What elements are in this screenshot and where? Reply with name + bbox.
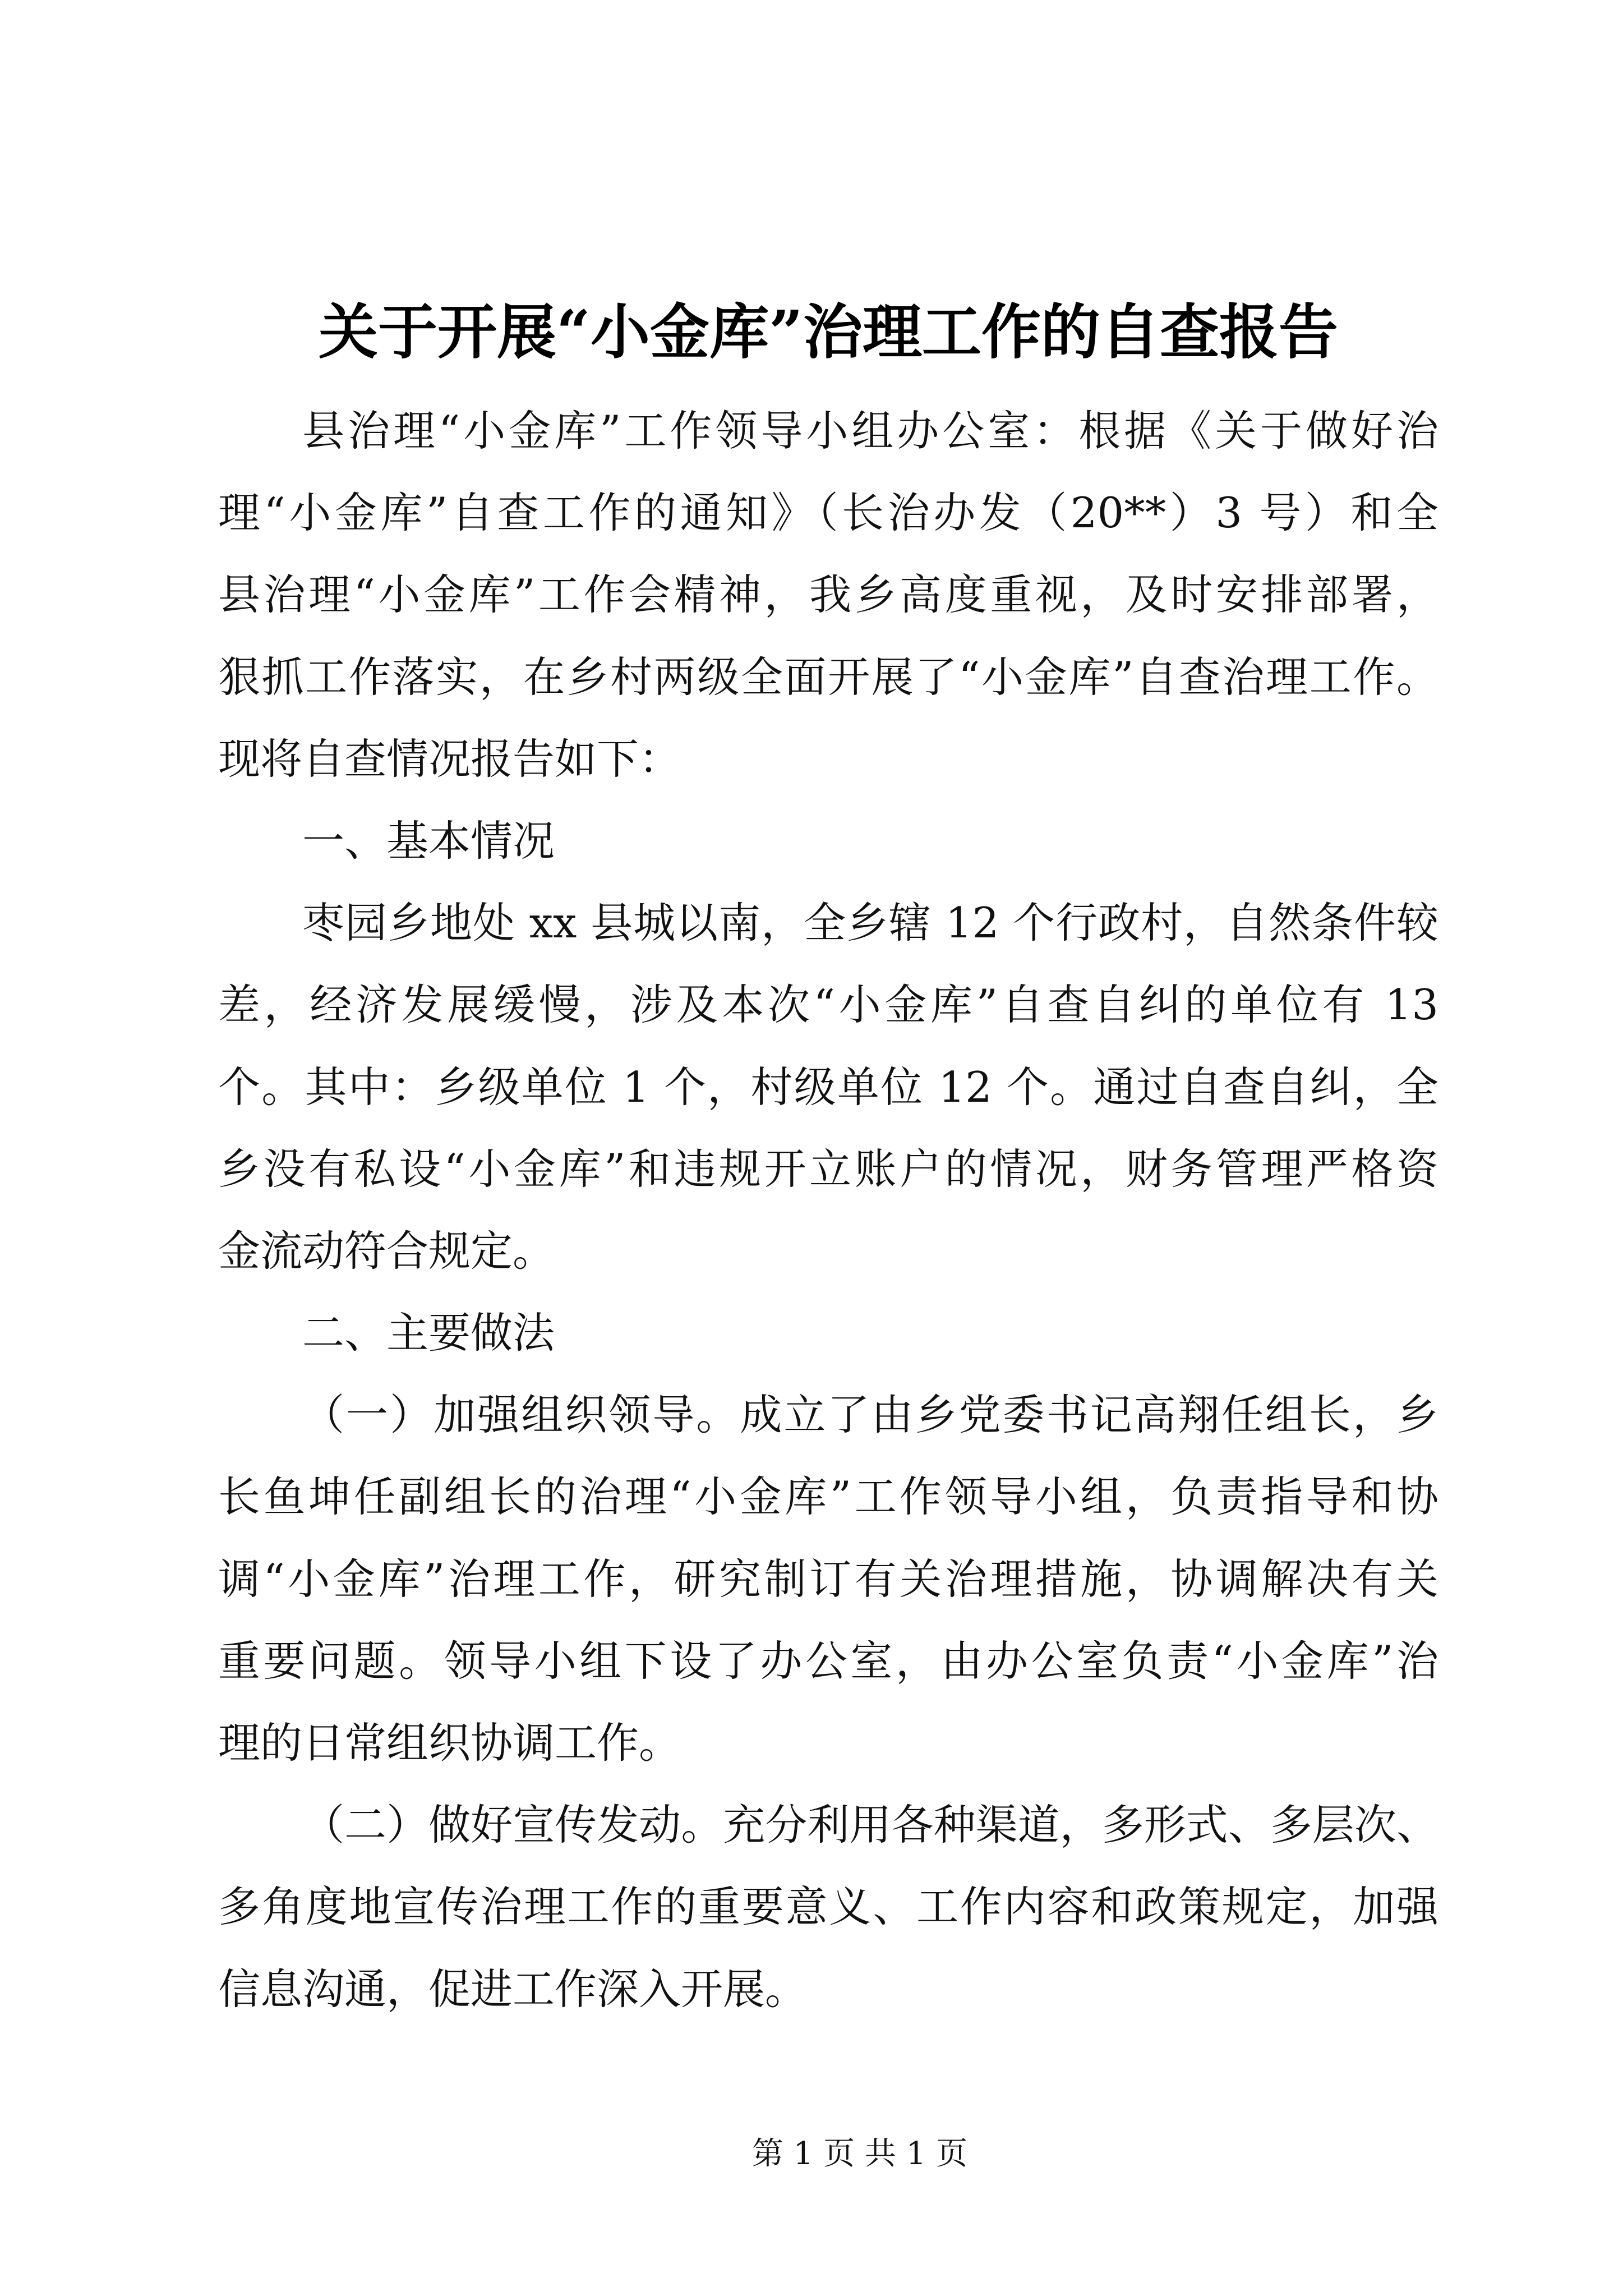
text-line: 理的日常组织协调工作。 <box>218 1718 681 1768</box>
text-line: 枣园乡地处 xx 县城以南，全乡辖 12 个行政村，自然条件较 <box>302 898 1438 948</box>
text-line: 县治理“小金库”工作领导小组办公室：根据《关于做好治 <box>302 406 1438 455</box>
page-number: 第 1 页 共 1 页 <box>751 2136 968 2172</box>
section-heading: 一、基本情况 <box>302 816 555 866</box>
text-line: 调“小金库”治理工作，研究制订有关治理措施，协调解决有关 <box>218 1554 1438 1604</box>
text-line: 金流动符合规定。 <box>218 1226 555 1276</box>
document-title: 关于开展“小金库”治理工作的自查报告 <box>319 297 1338 367</box>
body-paragraph <box>218 882 1438 1292</box>
section-basic-situation <box>218 800 1438 1292</box>
section-heading: 二、主要做法 <box>302 1308 555 1358</box>
page-footer <box>748 2134 972 2174</box>
text-line: 理“小金库”自查工作的通知》（长治办发（20**）3 号）和全 <box>218 488 1438 538</box>
body-paragraph <box>218 1784 1438 2030</box>
intro-paragraph <box>218 390 1438 800</box>
document-body <box>218 390 1438 2030</box>
text-line: 长鱼坤任副组长的治理“小金库”工作领导小组，负责指导和协 <box>218 1472 1438 1522</box>
body-paragraph <box>218 1374 1438 1784</box>
text-line: （二）做好宣传发动。充分利用各种渠道，多形式、多层次、 <box>302 1800 1438 1850</box>
section-main-practices <box>218 1292 1438 2030</box>
text-line: 个。其中：乡级单位 1 个，村级单位 12 个。通过自查自纠，全 <box>218 1062 1438 1112</box>
text-line: 多角度地宣传治理工作的重要意义、工作内容和政策规定，加强 <box>218 1882 1438 1932</box>
text-line: 乡没有私设“小金库”和违规开立账户的情况，财务管理严格资 <box>218 1144 1438 1194</box>
text-line: 现将自查情况报告如下： <box>218 734 681 784</box>
text-line: 重要问题。领导小组下设了办公室，由办公室负责“小金库”治 <box>218 1636 1438 1686</box>
text-line: 信息沟通，促进工作深入开展。 <box>218 1964 808 2014</box>
text-line: 县治理“小金库”工作会精神，我乡高度重视，及时安排部署， <box>218 570 1438 620</box>
text-line: 狠抓工作落实，在乡村两级全面开展了“小金库”自查治理工作。 <box>218 652 1438 702</box>
text-line: （一）加强组织领导。成立了由乡党委书记高翔任组长，乡 <box>302 1390 1438 1440</box>
text-line: 差，经济发展缓慢，涉及本次“小金库”自查自纠的单位有 13 <box>218 980 1438 1030</box>
